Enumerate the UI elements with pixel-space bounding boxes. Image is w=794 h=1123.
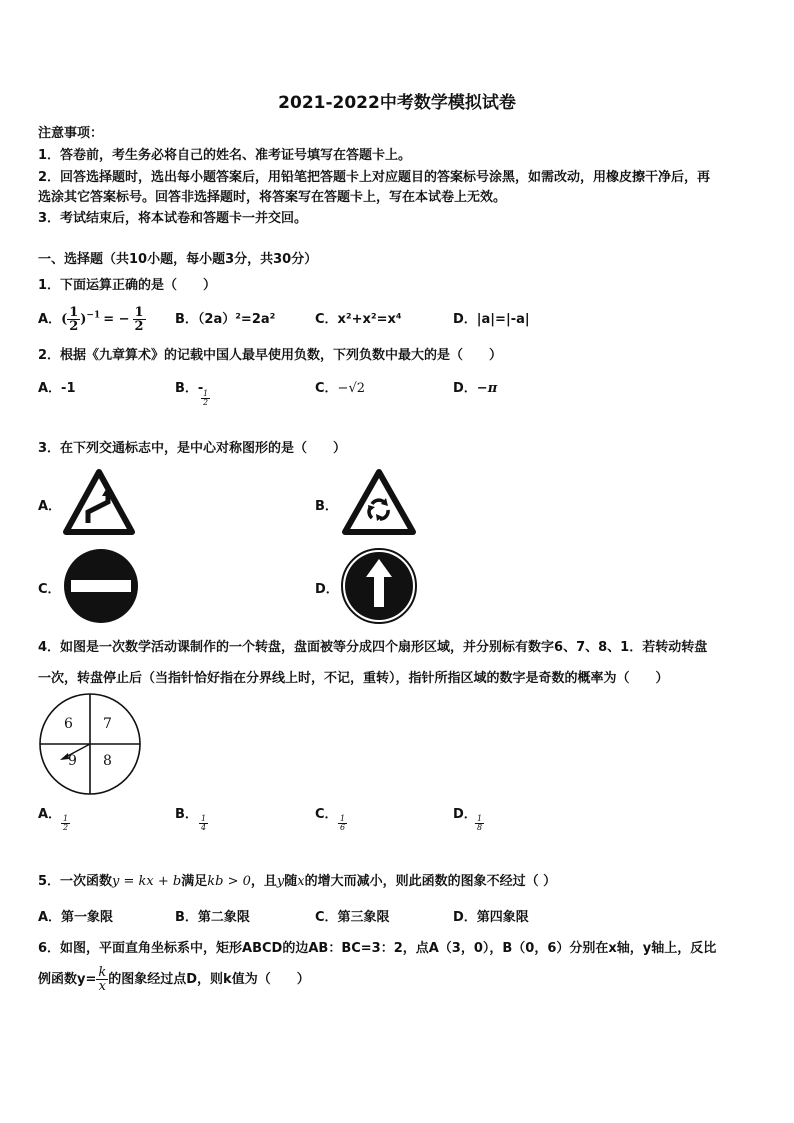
notice-heading: 注意事项：: [38, 126, 104, 141]
q2-option-c: [315, 377, 365, 396]
q5-mid2: ，且: [250, 874, 277, 889]
q1-a-den: 2: [69, 319, 79, 334]
q5-mid1: 满足: [181, 874, 208, 889]
q4-stem-line2: 一次，转盘停止后（当指针恰好指在分界线上时，不记，重转），指针所指区域的数字是奇数的概率为（ ）: [38, 671, 669, 686]
q4-c-den: 6: [340, 823, 346, 832]
page-title: 2021-2022中考数学模拟试卷: [278, 93, 516, 113]
q6-stem-line2: [38, 966, 310, 993]
q3-option-b: B．: [315, 499, 338, 514]
q4-d-fraction: [475, 813, 484, 832]
q2-option-a: A．-1: [38, 381, 76, 396]
notice-item-2: 2．回答选择题时，选出每小题答案后，用铅笔把答题卡上对应题目的答案标号涂黑，如需改动，用橡皮擦干净后，再: [38, 170, 711, 185]
q5-option-c: C．第三象限: [315, 910, 390, 925]
wheel-label-9: 9: [68, 753, 77, 769]
q6-num: k: [98, 965, 107, 980]
sign-c-no-entry-icon: [62, 548, 140, 624]
q3-option-c: C．: [38, 582, 61, 597]
sign-a-bend-icon: [63, 468, 135, 536]
q1-a-label: A．: [38, 312, 62, 327]
q4-a-den: 2: [63, 823, 69, 832]
q4-c-fraction: [338, 813, 347, 832]
notice-item-2-cont: 选涂其它答案标号。回答非选择题时，将答案写在答题卡上，写在本试卷上无效。: [38, 190, 507, 205]
q4-stem-line1: 4．如图是一次数学活动课制作的一个转盘，盘面被等分成四个扇形区域，并分别标有数字6、7、8、1．若转动转盘: [38, 640, 708, 655]
q4-d-num: 1: [477, 814, 483, 823]
q2-c-value: −√2: [337, 381, 365, 396]
q5-func: y = kx + b: [112, 874, 182, 889]
q5-cond: kb > 0: [207, 874, 251, 889]
q4-option-a: A．: [38, 807, 62, 822]
q4-c-num: 1: [340, 814, 346, 823]
q1-a-exp: −1: [86, 310, 101, 321]
q3-option-a: A．: [38, 499, 62, 514]
q5-stem: [38, 870, 556, 889]
q5-y: y: [276, 874, 285, 889]
q6-fraction: [96, 966, 108, 993]
q2-c-label: C．: [315, 381, 338, 396]
q1-option-c: C．x²+x²=x⁴: [315, 312, 402, 327]
q2-option-d: [453, 377, 497, 396]
q1-a-fraction: [67, 306, 80, 333]
q5-option-b: B．第二象限: [175, 910, 250, 925]
q1-option-b: B．（2a）²=2a²: [175, 312, 276, 327]
spinner-wheel: [38, 692, 142, 796]
q3-option-d: D．: [315, 582, 339, 597]
q1-option-a: A．( $\frac{1}{2}$ )$^{-1}$ = − $\frac{1}{2}$: [38, 305, 144, 334]
section-heading: 一、选择题（共10小题，每小题3分，共30分）: [38, 252, 318, 267]
q6-pre: 例函数y=: [38, 972, 97, 987]
q2-d-label: D．: [453, 381, 477, 396]
q5-pre: 5．一次函数: [38, 874, 113, 889]
q2-option-b: B．-: [175, 381, 204, 396]
q1-a-num: 1: [69, 305, 79, 320]
q1-a-rfraction: [133, 306, 146, 333]
q4-option-d: D．: [453, 807, 477, 822]
q1-a-open: (: [61, 312, 68, 327]
q2-b-den: 2: [203, 398, 209, 407]
q2-b-num: 1: [203, 389, 209, 398]
wheel-label-7: 7: [103, 716, 112, 732]
q2-d-value: −π: [476, 381, 498, 396]
q4-d-den: 8: [477, 823, 483, 832]
q6-stem-line1: 6．如图，平面直角坐标系中，矩形ABCD的边AB：BC=3：2，点A（3，0），B（0，6）分别在x轴，y轴上，反比: [38, 941, 717, 956]
sign-b-roundabout-icon: [342, 468, 416, 536]
q4-a-num: 1: [63, 814, 69, 823]
notice-item-1: 1．答卷前，考生务必将自己的姓名、准考证号填写在答题卡上。: [38, 148, 412, 163]
q1-a-rnum: 1: [134, 305, 144, 320]
q5-option-a: A．第一象限: [38, 910, 114, 925]
q1-a-rden: 2: [134, 319, 144, 334]
q5-post: 的增大而减小，则此函数的图象不经过（ ）: [304, 874, 557, 889]
q4-b-num: 1: [201, 814, 207, 823]
q4-b-den: 4: [201, 823, 207, 832]
q3-stem: 3．在下列交通标志中，是中心对称图形的是（ ）: [38, 441, 347, 456]
wheel-label-6: 6: [64, 716, 73, 732]
q1-a-eq: = −: [103, 312, 130, 327]
sign-d-straight-arrow-icon: [340, 547, 418, 625]
q5-option-d: D．第四象限: [453, 910, 529, 925]
notice-item-3: 3．考试结束后，将本试卷和答题卡一并交回。: [38, 211, 308, 226]
q4-option-b: B．: [175, 807, 198, 822]
q2-b-fraction: [201, 388, 210, 407]
q5-x: x: [297, 874, 305, 889]
q4-a-fraction: [61, 813, 70, 832]
wheel-label-8: 8: [103, 753, 112, 769]
q2-stem: 2．根据《九章算术》的记载中国人最早使用负数，下列负数中最大的是（ ）: [38, 348, 503, 363]
q4-option-c: C．: [315, 807, 338, 822]
q6-post: 的图象经过点D，则k值为（ ）: [108, 972, 310, 987]
q1-option-d: D．|a|=|-a|: [453, 312, 530, 327]
q6-den: x: [98, 979, 106, 994]
q4-b-fraction: [199, 813, 208, 832]
q1-stem: 1．下面运算正确的是（ ）: [38, 278, 217, 293]
q5-mid3: 随: [284, 874, 298, 889]
